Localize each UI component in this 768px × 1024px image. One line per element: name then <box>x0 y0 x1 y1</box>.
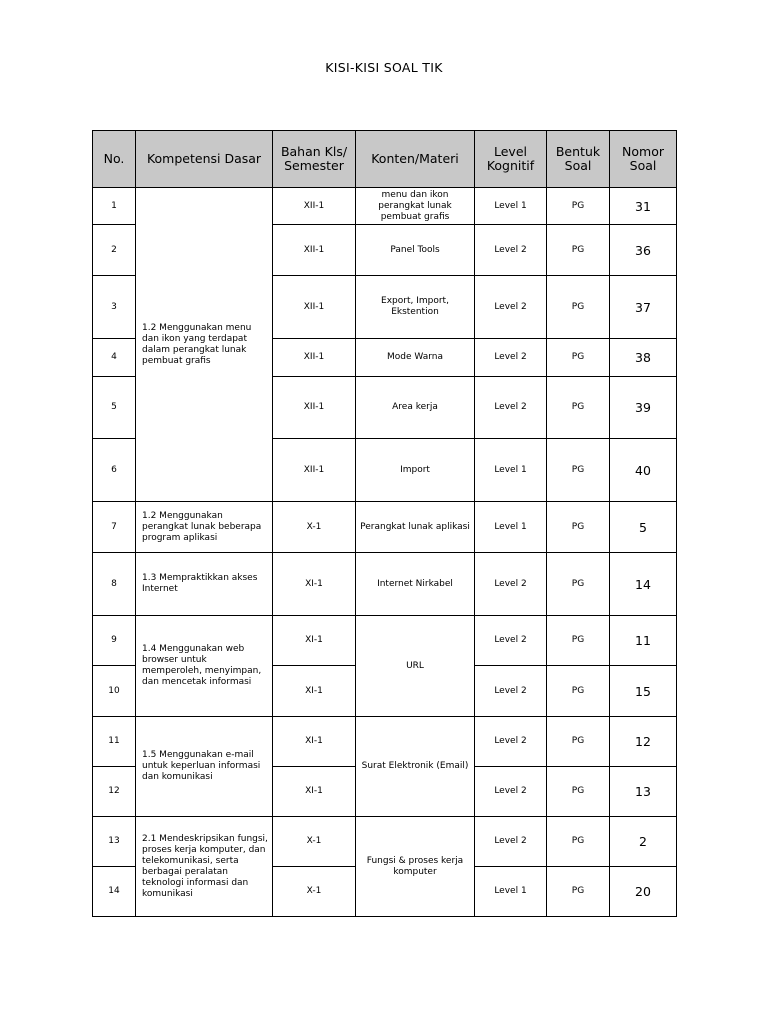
cell-nomor: 11 <box>610 616 677 666</box>
cell-bentuk: PG <box>547 867 610 917</box>
cell-konten: Internet Nirkabel <box>356 553 475 616</box>
cell-bentuk: PG <box>547 188 610 225</box>
cell-kompetensi-dasar: 1.4 Menggunakan web browser untuk memperoleh, menyimpan, dan mencetak informasi <box>136 616 273 717</box>
cell-no: 12 <box>93 767 136 817</box>
cell-no: 2 <box>93 225 136 276</box>
cell-konten: Export, Import, Ekstention <box>356 276 475 339</box>
cell-nomor: 5 <box>610 502 677 553</box>
cell-nomor: 31 <box>610 188 677 225</box>
cell-nomor: 38 <box>610 339 677 377</box>
cell-bahan: XII-1 <box>273 225 356 276</box>
header-no: No. <box>93 131 136 188</box>
cell-no: 13 <box>93 817 136 867</box>
cell-no: 4 <box>93 339 136 377</box>
cell-nomor: 2 <box>610 817 677 867</box>
cell-no: 9 <box>93 616 136 666</box>
header-row <box>93 131 677 188</box>
cell-bahan: X-1 <box>273 817 356 867</box>
cell-bahan: X-1 <box>273 502 356 553</box>
cell-bentuk: PG <box>547 502 610 553</box>
cell-level: Level 2 <box>475 377 547 439</box>
cell-bahan: XI-1 <box>273 553 356 616</box>
cell-no: 1 <box>93 188 136 225</box>
cell-level: Level 2 <box>475 767 547 817</box>
cell-level: Level 1 <box>475 439 547 502</box>
cell-level: Level 1 <box>475 502 547 553</box>
cell-bentuk: PG <box>547 616 610 666</box>
cell-nomor: 39 <box>610 377 677 439</box>
cell-level: Level 2 <box>475 616 547 666</box>
cell-bahan: XII-1 <box>273 439 356 502</box>
table-row <box>93 188 677 225</box>
cell-nomor: 15 <box>610 666 677 717</box>
cell-bentuk: PG <box>547 276 610 339</box>
cell-bahan: XII-1 <box>273 339 356 377</box>
cell-nomor: 20 <box>610 867 677 917</box>
cell-bentuk: PG <box>547 339 610 377</box>
cell-no: 14 <box>93 867 136 917</box>
cell-kompetensi-dasar: 1.3 Mempraktikkan akses Internet <box>136 553 273 616</box>
table-row <box>93 616 677 666</box>
cell-nomor: 37 <box>610 276 677 339</box>
cell-level: Level 2 <box>475 276 547 339</box>
cell-bentuk: PG <box>547 377 610 439</box>
table-row <box>93 553 677 616</box>
header-nomor: Nomor Soal <box>610 131 677 188</box>
cell-bahan: XII-1 <box>273 188 356 225</box>
cell-bentuk: PG <box>547 439 610 502</box>
cell-bahan: XI-1 <box>273 666 356 717</box>
cell-bahan: XI-1 <box>273 717 356 767</box>
table-row <box>93 817 677 867</box>
cell-bentuk: PG <box>547 767 610 817</box>
cell-level: Level 1 <box>475 188 547 225</box>
kisi-kisi-table <box>92 130 677 917</box>
cell-kompetensi-dasar: 2.1 Mendeskripsikan fungsi, proses kerja komputer, dan telekomunikasi, serta berbagai peralatan teknologi informasi dan komunikasi <box>136 817 273 917</box>
cell-nomor: 14 <box>610 553 677 616</box>
cell-no: 5 <box>93 377 136 439</box>
cell-konten: Area kerja <box>356 377 475 439</box>
cell-level: Level 2 <box>475 225 547 276</box>
header-kompetensi-dasar: Kompetensi Dasar <box>136 131 273 188</box>
cell-konten: Mode Warna <box>356 339 475 377</box>
cell-bahan: XI-1 <box>273 616 356 666</box>
cell-kompetensi-dasar: 1.2 Menggunakan perangkat lunak beberapa program aplikasi <box>136 502 273 553</box>
cell-bentuk: PG <box>547 817 610 867</box>
cell-no: 7 <box>93 502 136 553</box>
cell-konten: Perangkat lunak aplikasi <box>356 502 475 553</box>
cell-no: 6 <box>93 439 136 502</box>
cell-level: Level 1 <box>475 867 547 917</box>
header-bentuk: Bentuk Soal <box>547 131 610 188</box>
cell-nomor: 36 <box>610 225 677 276</box>
cell-konten: Surat Elektronik (Email) <box>356 717 475 817</box>
cell-konten: Panel Tools <box>356 225 475 276</box>
cell-kompetensi-dasar: 1.5 Menggunakan e-mail untuk keperluan informasi dan komunikasi <box>136 717 273 817</box>
cell-level: Level 2 <box>475 666 547 717</box>
cell-level: Level 2 <box>475 553 547 616</box>
cell-bentuk: PG <box>547 666 610 717</box>
header-bahan: Bahan Kls/ Semester <box>273 131 356 188</box>
table-row <box>93 717 677 767</box>
cell-bentuk: PG <box>547 717 610 767</box>
cell-level: Level 2 <box>475 717 547 767</box>
document-title: KISI-KISI SOAL TIK <box>325 60 443 75</box>
cell-konten: Fungsi & proses kerja komputer <box>356 817 475 917</box>
cell-level: Level 2 <box>475 817 547 867</box>
cell-nomor: 12 <box>610 717 677 767</box>
cell-konten: URL <box>356 616 475 717</box>
cell-nomor: 40 <box>610 439 677 502</box>
header-konten: Konten/Materi <box>356 131 475 188</box>
table-row <box>93 502 677 553</box>
cell-bentuk: PG <box>547 553 610 616</box>
cell-no: 3 <box>93 276 136 339</box>
cell-no: 10 <box>93 666 136 717</box>
cell-bahan: XII-1 <box>273 276 356 339</box>
header-level: Level Kognitif <box>475 131 547 188</box>
cell-bahan: XII-1 <box>273 377 356 439</box>
cell-bahan: X-1 <box>273 867 356 917</box>
cell-konten: Import <box>356 439 475 502</box>
cell-konten: menu dan ikon perangkat lunak pembuat grafis <box>356 188 475 225</box>
cell-nomor: 13 <box>610 767 677 817</box>
cell-level: Level 2 <box>475 339 547 377</box>
cell-bahan: XI-1 <box>273 767 356 817</box>
cell-no: 8 <box>93 553 136 616</box>
cell-no: 11 <box>93 717 136 767</box>
cell-bentuk: PG <box>547 225 610 276</box>
cell-kompetensi-dasar: 1.2 Menggunakan menu dan ikon yang terdapat dalam perangkat lunak pembuat grafis <box>136 188 273 502</box>
